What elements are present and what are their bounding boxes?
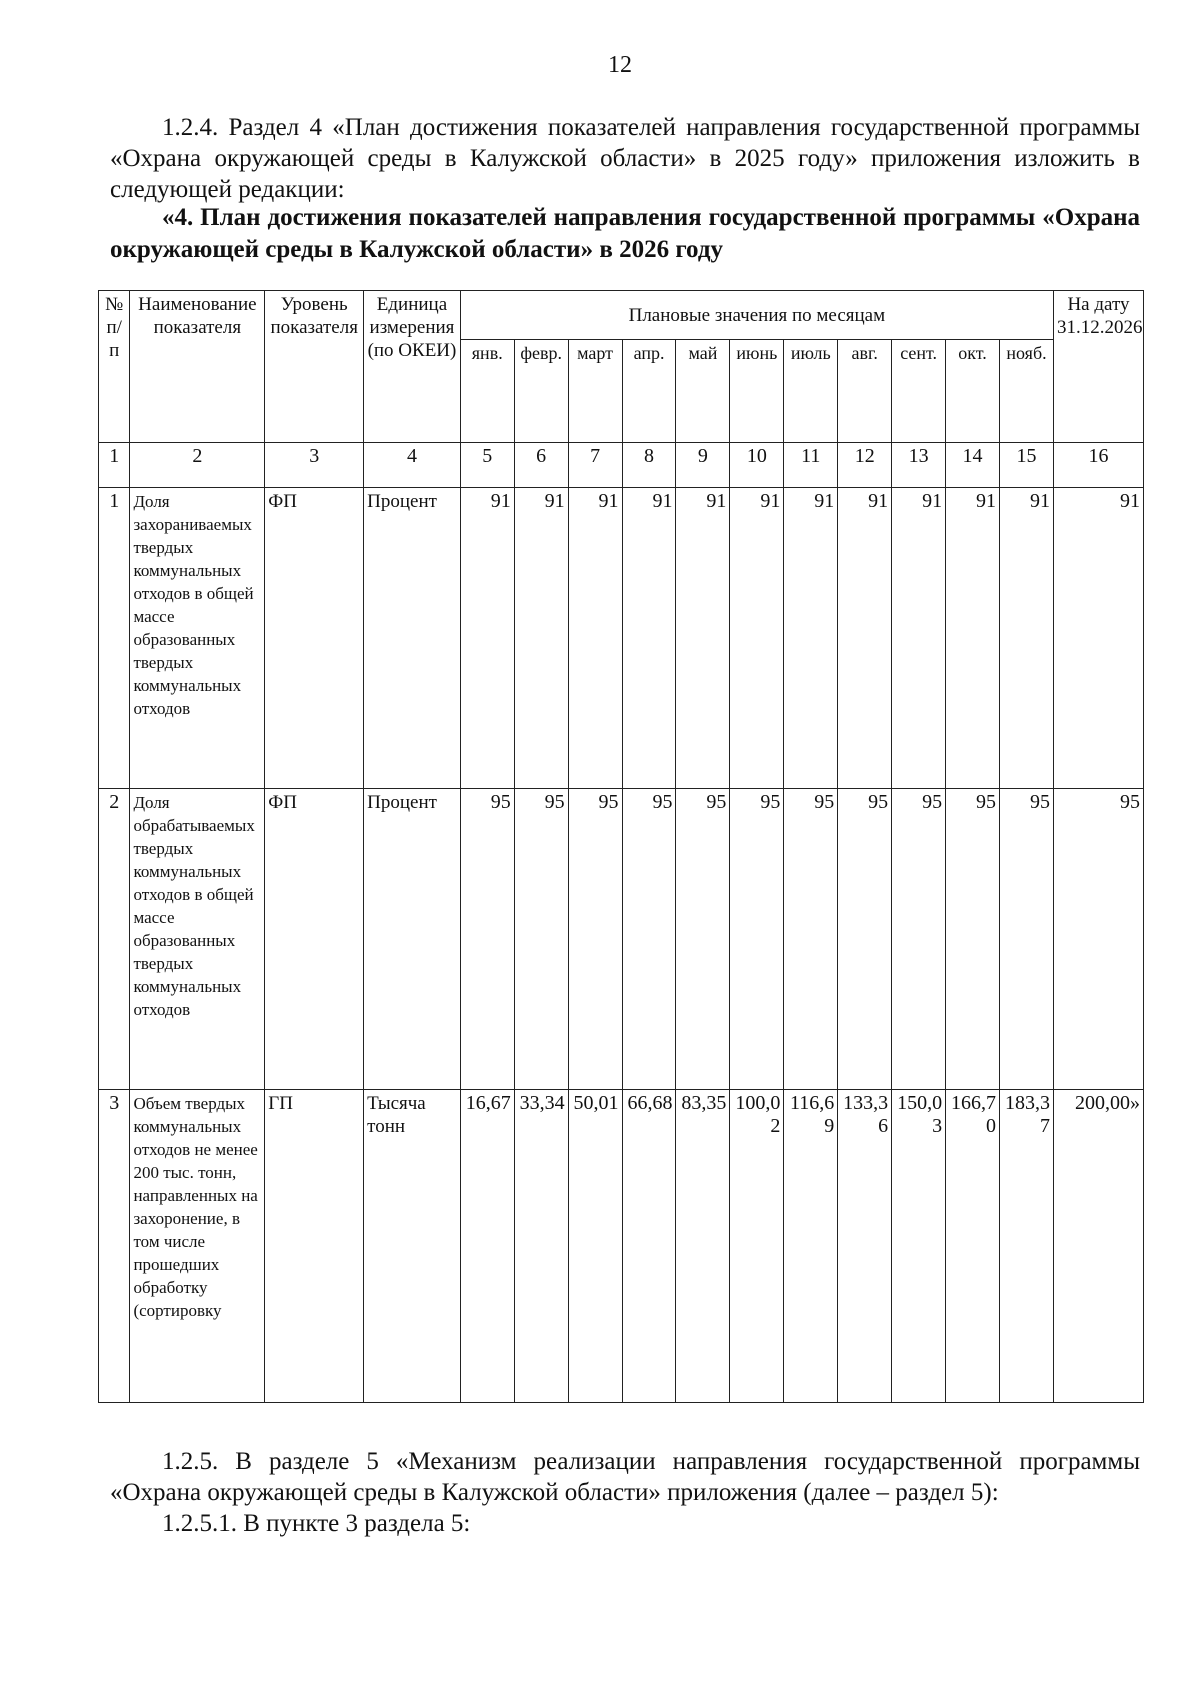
month-value: 95: [622, 789, 676, 1090]
header-month: июнь: [730, 340, 784, 443]
month-value: 95: [784, 789, 838, 1090]
header-date: На дату 31.12.2026: [1053, 291, 1143, 443]
indicator-unit: Процент: [364, 789, 461, 1090]
month-value: 166,70: [946, 1090, 1000, 1403]
column-number: 10: [730, 443, 784, 488]
month-value: 83,35: [676, 1090, 730, 1403]
header-plan-group: Плановые значения по месяцам: [460, 291, 1053, 340]
header-num: № п/п: [99, 291, 130, 443]
table-row: [99, 1090, 1144, 1403]
header-month: май: [676, 340, 730, 443]
column-number: 13: [892, 443, 946, 488]
final-value: 200,00»: [1053, 1090, 1143, 1403]
month-value: 91: [676, 488, 730, 789]
column-number: 6: [514, 443, 568, 488]
month-value: 91: [946, 488, 1000, 789]
month-value: 91: [1000, 488, 1054, 789]
month-value: 95: [676, 789, 730, 1090]
column-number: 5: [460, 443, 514, 488]
row-number: 2: [99, 789, 130, 1090]
month-value: 95: [946, 789, 1000, 1090]
section-heading: «4. План достижения показателей направления государственной программы «Охрана окружающей среды в Калужской области» в 2026 году: [110, 204, 1140, 263]
column-number: 12: [838, 443, 892, 488]
column-number: 7: [568, 443, 622, 488]
month-value: 33,34: [514, 1090, 568, 1403]
month-value: 91: [730, 488, 784, 789]
intro-paragraph: 1.2.4. Раздел 4 «План достижения показателей направления государственной программы «Охрана окружающей среды в Калужской области» в 2025 году» приложения изложить в следующей редакции:: [110, 114, 1140, 203]
header-month: июль: [784, 340, 838, 443]
header-month: февр.: [514, 340, 568, 443]
column-number: 16: [1053, 443, 1143, 488]
month-value: 91: [514, 488, 568, 789]
month-value: 91: [568, 488, 622, 789]
month-value: 95: [1000, 789, 1054, 1090]
month-value: 95: [514, 789, 568, 1090]
column-number: 2: [130, 443, 265, 488]
column-number: 8: [622, 443, 676, 488]
plan-table: [98, 290, 1144, 1403]
header-level: Уровень показателя: [265, 291, 364, 443]
month-value: 95: [838, 789, 892, 1090]
month-value: 95: [892, 789, 946, 1090]
month-value: 16,67: [460, 1090, 514, 1403]
header-month: апр.: [622, 340, 676, 443]
column-number: 4: [364, 443, 461, 488]
paragraph-item-3: 1.2.5.1. В пункте 3 раздела 5:: [162, 1510, 471, 1537]
month-value: 95: [730, 789, 784, 1090]
page-number: 12: [608, 52, 632, 78]
header-month: нояб.: [1000, 340, 1054, 443]
final-value: 91: [1053, 488, 1143, 789]
row-number: 1: [99, 488, 130, 789]
header-month: окт.: [946, 340, 1000, 443]
month-value: 91: [622, 488, 676, 789]
indicator-level: ФП: [265, 789, 364, 1090]
month-value: 100,02: [730, 1090, 784, 1403]
indicator-name: Доля захораниваемых твердых коммунальных отходов в общей массе образованных твердых коммунальных отходов: [130, 488, 265, 789]
header-month: янв.: [460, 340, 514, 443]
month-value: 91: [784, 488, 838, 789]
month-value: 95: [460, 789, 514, 1090]
month-value: 183,37: [1000, 1090, 1054, 1403]
column-number: 9: [676, 443, 730, 488]
header-month: авг.: [838, 340, 892, 443]
indicator-name: Доля обрабатываемых твердых коммунальных отходов в общей массе образованных твердых коммунальных отходов: [130, 789, 265, 1090]
month-value: 133,36: [838, 1090, 892, 1403]
month-value: 66,68: [622, 1090, 676, 1403]
month-value: 50,01: [568, 1090, 622, 1403]
table-row: [99, 789, 1144, 1090]
header-unit: Единица измерения (по ОКЕИ): [364, 291, 461, 443]
header-month: сент.: [892, 340, 946, 443]
row-number: 3: [99, 1090, 130, 1403]
month-value: 91: [892, 488, 946, 789]
month-value: 150,03: [892, 1090, 946, 1403]
header-name: Наименование показателя: [130, 291, 265, 443]
paragraph-section-5: 1.2.5. В разделе 5 «Механизм реализации направления государственной программы «Охрана окружающей среды в Калужской области» приложения (далее – раздел 5):: [110, 1448, 1140, 1506]
indicator-name: Объем твердых коммунальных отходов не менее 200 тыс. тонн, направленных на захоронение, в том числе прошедших обработку (сортировку: [130, 1090, 265, 1403]
column-number: 11: [784, 443, 838, 488]
month-value: 116,69: [784, 1090, 838, 1403]
indicator-level: ГП: [265, 1090, 364, 1403]
indicator-unit: Тысяча тонн: [364, 1090, 461, 1403]
column-number: 14: [946, 443, 1000, 488]
column-number-row: [99, 443, 1144, 488]
column-number: 15: [1000, 443, 1054, 488]
month-value: 91: [838, 488, 892, 789]
column-number: 3: [265, 443, 364, 488]
month-value: 95: [568, 789, 622, 1090]
final-value: 95: [1053, 789, 1143, 1090]
indicator-unit: Процент: [364, 488, 461, 789]
column-number: 1: [99, 443, 130, 488]
indicator-level: ФП: [265, 488, 364, 789]
month-value: 91: [460, 488, 514, 789]
header-month: март: [568, 340, 622, 443]
table-row: [99, 488, 1144, 789]
